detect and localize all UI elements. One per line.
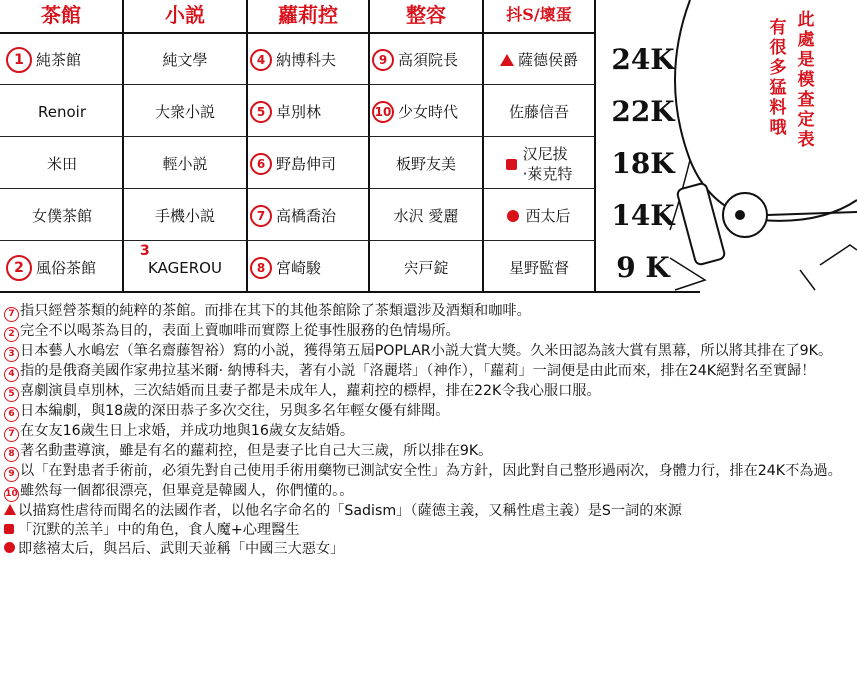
column-divider xyxy=(122,0,124,292)
cell-text: 高須院長 xyxy=(398,51,459,69)
cartoon-character xyxy=(650,0,857,295)
table-cell xyxy=(250,190,366,242)
number-marker-icon: 10 xyxy=(372,101,394,123)
table-cell xyxy=(486,86,592,138)
ranking-table xyxy=(0,0,700,292)
cell-text: 純文學 xyxy=(162,51,208,69)
table-cell xyxy=(486,138,592,190)
footnote-text: 雖然每一個都很漂亮，但畢竟是韓國人，你們懂的。。 xyxy=(20,483,354,499)
number-marker-icon: 6 xyxy=(250,153,272,175)
table-cell xyxy=(486,34,592,86)
cell-text: 水沢 愛麗 xyxy=(393,207,459,225)
cell-text: 西太后 xyxy=(525,207,571,225)
cell-text: 宮崎駿 xyxy=(276,259,322,277)
triangle-marker-icon xyxy=(4,504,16,515)
cell-text: 佐藤信吾 xyxy=(508,103,569,121)
number-marker-icon: 5 xyxy=(4,387,19,402)
cell-text: Renoir xyxy=(38,103,86,121)
table-cell xyxy=(126,34,244,86)
table-cell xyxy=(486,190,592,242)
footnote-text: 日本編劇，與18歲的深田恭子多次交往，另與多名年輕女優有緋聞。 xyxy=(20,403,450,419)
header-sadist: 抖S/壞蛋 xyxy=(506,5,572,24)
cell-text: 高橋喬治 xyxy=(276,207,337,225)
number-marker-icon: 5 xyxy=(250,101,272,123)
number-marker-icon: 8 xyxy=(4,447,19,462)
table-cell xyxy=(4,138,120,190)
table-cell xyxy=(4,86,120,138)
footnote-text: 指的是俄裔美國作家弗拉基米爾· 納博科夫，著有小説「洛麗塔」（神作），「蘿莉」一詞便是由此而來，排在24K絕對名至實歸！ xyxy=(20,363,816,379)
number-marker-icon: 10 xyxy=(4,487,19,502)
header-tea-house: 茶館 xyxy=(41,3,81,27)
footnote-item xyxy=(4,362,852,382)
footnote-text: 指只經營茶類的純粹的茶館。而排在其下的其他茶館除了茶類還涉及酒類和咖啡。 xyxy=(20,303,531,319)
footnote-item xyxy=(4,402,852,422)
table-cell xyxy=(4,190,120,242)
cell-text: 納博科夫 xyxy=(276,51,337,69)
table-cell xyxy=(126,86,244,138)
header-plastic-surgery: 整容 xyxy=(406,3,446,27)
cell-text: 女僕茶館 xyxy=(31,207,92,225)
table-cell xyxy=(250,86,366,138)
table-cell xyxy=(250,34,366,86)
kagerou-marker: 3 xyxy=(140,243,150,259)
column-divider xyxy=(482,0,484,292)
table-cell xyxy=(372,190,480,242)
column-divider xyxy=(246,0,248,292)
cell-text: 宍戸錠 xyxy=(403,259,449,277)
number-marker-icon: 7 xyxy=(4,307,19,322)
footnote-item xyxy=(4,422,852,442)
square-marker-icon xyxy=(506,159,517,170)
cell-text: 少女時代 xyxy=(398,103,459,121)
table-cell xyxy=(250,242,366,294)
table-cell xyxy=(126,190,244,242)
cell-text: 汉尼拔 ·萊克特 xyxy=(522,145,573,183)
triangle-marker-icon xyxy=(500,54,514,66)
table-cell xyxy=(126,138,244,190)
number-marker-icon: 9 xyxy=(4,467,19,482)
header-lolicon: 蘿莉控 xyxy=(278,3,338,27)
footnote-item xyxy=(4,462,852,482)
cell-text: 星野監督 xyxy=(508,259,569,277)
table-cell xyxy=(372,138,480,190)
number-marker-icon: 6 xyxy=(4,407,19,422)
number-marker-icon: 9 xyxy=(372,49,394,71)
cell-text: 風俗茶館 xyxy=(36,259,97,277)
rank-label: 24K xyxy=(611,43,675,76)
table-cell xyxy=(372,86,480,138)
square-marker-icon xyxy=(4,524,14,534)
number-marker-icon: 2 xyxy=(6,255,32,281)
table-cell xyxy=(4,34,122,86)
footnotes xyxy=(4,302,852,559)
cell-text: 板野友美 xyxy=(395,155,456,173)
footnote-item xyxy=(4,322,852,342)
footnote-text: 日本藝人水嶋宏（筆名齋藤智裕）寫的小説，獲得第五屆POPLAR小説大賞大獎。久米田認為該大賞有黑幕，所以將其排在了9K。 xyxy=(20,343,833,359)
footnote-text: 在女友16歲生日上求婚，并成功地與16歲女友結婚。 xyxy=(20,423,355,439)
cell-text: 野島伸司 xyxy=(276,155,337,173)
number-marker-icon: 2 xyxy=(4,327,19,342)
cell-text: 大衆小説 xyxy=(154,103,215,121)
cell-text: KAGEROU xyxy=(148,259,222,277)
table-cell xyxy=(4,242,122,294)
footnote-text: 以「在對患者手術前，必須先對自己使用手術用藥物已測試安全性」為方針，因此對自己整形過兩次，身體力行，排在24K不為過。 xyxy=(20,463,842,479)
rank-label: 22K xyxy=(611,95,675,128)
footnote-text: 即慈禧太后，與呂后、武則天並稱「中國三大惡女」 xyxy=(18,541,345,557)
cell-text: 米田 xyxy=(46,155,77,173)
cell-text: 卓別林 xyxy=(276,103,322,121)
number-marker-icon: 7 xyxy=(250,205,272,227)
cell-text: 薩德侯爵 xyxy=(517,51,578,69)
footnote-item xyxy=(4,342,852,362)
footnote-item xyxy=(4,521,852,540)
rank-label: 9 K xyxy=(616,251,670,284)
column-divider xyxy=(368,0,370,292)
footnote-item xyxy=(4,502,852,521)
footnote-text: 完全不以喝茶為目的，表面上賣咖啡而實際上從事性服務的色情場所。 xyxy=(20,323,460,339)
footnote-item xyxy=(4,540,852,559)
footnote-text: 「沉默的羔羊」中的角色，食人魔+心理醫生 xyxy=(18,522,300,538)
table-cell xyxy=(486,242,592,294)
rank-label: 18K xyxy=(611,147,675,180)
footnote-item xyxy=(4,442,852,462)
number-marker-icon: 1 xyxy=(6,47,32,73)
cell-text: 輕小説 xyxy=(162,155,208,173)
header-novel: 小説 xyxy=(165,3,205,27)
footnote-text: 喜劇演員卓別林，三次結婚而且妻子都是未成年人，蘿莉控的標桿，排在22K令我心服口服。 xyxy=(20,383,601,399)
number-marker-icon: 4 xyxy=(250,49,272,71)
cell-text: 純茶館 xyxy=(36,51,82,69)
table-cell xyxy=(372,34,480,86)
footnote-item xyxy=(4,302,852,322)
rank-label: 14K xyxy=(611,199,675,232)
number-marker-icon: 7 xyxy=(4,427,19,442)
side-text-right: 此 處 是 模 查 定 表 xyxy=(797,10,815,150)
table-cell xyxy=(250,138,366,190)
dot-marker-icon xyxy=(507,210,519,222)
number-marker-icon: 8 xyxy=(250,257,272,279)
table-cell xyxy=(372,242,480,294)
number-marker-icon: 4 xyxy=(4,367,19,382)
footnote-item xyxy=(4,382,852,402)
side-text-left: 有 很 多 猛 料 哦 xyxy=(769,18,787,138)
cell-text: 手機小説 xyxy=(154,207,215,225)
footnote-item xyxy=(4,482,852,502)
footnote-text: 以描寫性虐待而聞名的法國作者，以他名字命名的「Sadism」（薩德主義，又稱性虐主義）是S一詞的來源 xyxy=(18,503,682,519)
footnote-text: 著名動畫導演，雖是有名的蘿莉控，但是妻子比自己大三歲，所以排在9K。 xyxy=(20,443,493,459)
number-marker-icon: 3 xyxy=(4,347,19,362)
dot-marker-icon xyxy=(4,542,15,553)
